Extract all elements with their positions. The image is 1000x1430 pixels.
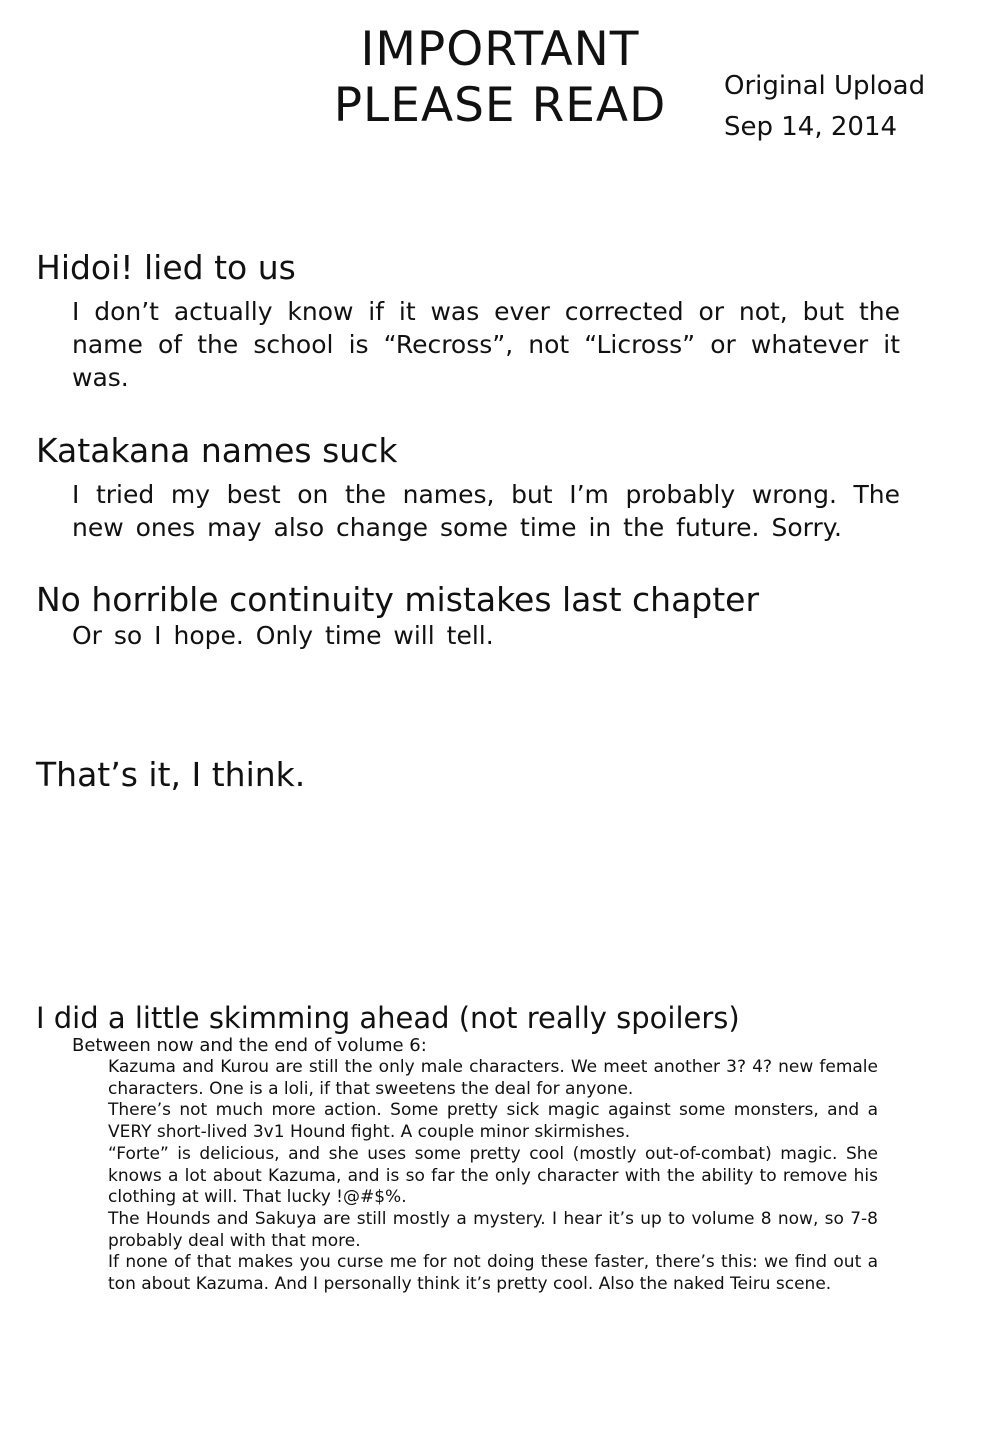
section-body-continuity: Or so I hope. Only time will tell.	[72, 621, 494, 650]
skimming-notes	[108, 1057, 878, 1296]
skimming-subheading: Between now and the end of volume 6:	[72, 1035, 427, 1056]
title-line-1: IMPORTANT	[360, 22, 640, 77]
section-heading-hidoi: Hidoi! lied to us	[36, 248, 296, 287]
upload-info	[724, 66, 925, 148]
title-line-2: PLEASE READ	[333, 78, 667, 133]
note-item: The Hounds and Sakuya are still mostly a mystery. I hear it’s up to volume 8 now, so 7-8 probably deal with that more.	[108, 1208, 878, 1251]
upload-date: Sep 14, 2014	[724, 112, 898, 142]
note-item: There’s not much more action. Some pretty sick magic against some monsters, and a VERY short-lived 3v1 Hound fight. A couple minor skirmishes.	[108, 1100, 878, 1143]
section-heading-katakana: Katakana names suck	[36, 431, 398, 470]
upload-label: Original Upload	[724, 71, 926, 101]
note-item: Kazuma and Kurou are still the only male characters. We meet another 3? 4? new female characters. One is a loli, if that sweetens the deal for anyone.	[108, 1057, 878, 1099]
note-item: “Forte” is delicious, and she uses some pretty cool (mostly out-of-combat) magic. She knows a lot about Kazuma, and is so far the only character with the ability to remove his clothing at will. That lucky !@#$%.	[108, 1143, 878, 1208]
section-body-hidoi: I don’t actually know if it was ever corrected or not, but the name of the school is “Recross”, not “Licross” or whatever it was.	[72, 297, 900, 392]
section-heading-continuity: No horrible continuity mistakes last chapter	[36, 580, 760, 619]
section-body-katakana: I tried my best on the names, but I’m probably wrong. The new ones may also change some time in the future. Sorry.	[72, 480, 900, 542]
skimming-heading: I did a little skimming ahead (not really spoilers)	[36, 1001, 740, 1035]
closing-line: That’s it, I think.	[36, 755, 306, 794]
page-title	[300, 22, 700, 134]
note-item: If none of that makes you curse me for not doing these faster, there’s this: we find out a ton about Kazuma. And I personally think it’s pretty cool. Also the naked Teiru scene.	[108, 1252, 878, 1295]
